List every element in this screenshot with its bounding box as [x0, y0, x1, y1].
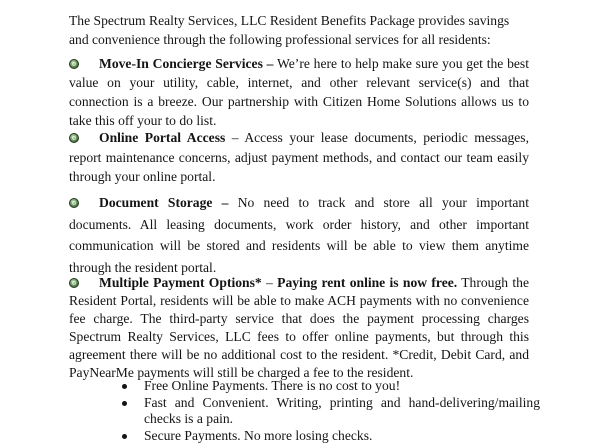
- round-bullet-icon: [122, 384, 127, 389]
- round-bullet-icon: [122, 434, 127, 439]
- service-title: Online Portal Access: [99, 130, 226, 145]
- service-move-in-concierge: [69, 54, 529, 130]
- list-item-text: Free Online Payments. There is no cost to you!: [144, 378, 401, 393]
- list-item: [120, 395, 540, 427]
- service-document-storage: [69, 192, 529, 278]
- service-paragraph: [69, 192, 529, 278]
- service-text: – Access your lease documents, periodic messages, report maintenance concerns, adjust payment methods, and contact our team easily through your online portal.: [69, 130, 530, 184]
- service-text: No need to track and store all your important documents. All leasing documents, work order history, and other important communication will be stored and residents will be able to view them anytime through the resident portal.: [69, 195, 529, 275]
- green-globe-bullet-icon: [69, 198, 79, 208]
- service-highlight: Paying rent online is now free.: [277, 275, 458, 290]
- intro-paragraph: The Spectrum Realty Services, LLC Resident Benefits Package provides savings and convenience through the following professional services for all residents:: [69, 13, 510, 47]
- green-globe-bullet-icon: [69, 133, 79, 143]
- round-bullet-icon: [122, 401, 127, 406]
- service-online-portal: [69, 128, 529, 187]
- service-multiple-payment-options: [69, 274, 529, 382]
- list-item: [120, 378, 540, 394]
- service-paragraph: [69, 54, 529, 130]
- service-paragraph: [69, 274, 529, 382]
- service-text: Through the Resident Portal, residents will be able to make ACH payments with no convenience fee charge. The third-party service that does the payment processing charges Spectrum Realty Services, LLC fees to offer online payments, but through this agreement there will be no additional cost to the resident. *Credit, Debit Card, and PayNearMe payments will still be charged a fee to the resident.: [69, 275, 529, 380]
- green-globe-bullet-icon: [69, 59, 79, 69]
- list-item-text: Secure Payments. No more losing checks.: [144, 428, 373, 443]
- service-title: Document Storage –: [99, 195, 229, 210]
- service-paragraph: [69, 128, 529, 187]
- payment-benefits-list: [120, 378, 540, 444]
- service-title: Move-In Concierge Services –: [99, 56, 274, 71]
- list-item: [120, 428, 540, 444]
- service-text: We’re here to help make sure you get the best value on your utility, cable, internet, and other relevant service(s) and that connection is a breeze. Our partnership with Citizen Home Solutions allows us to take this off your to do list.: [69, 56, 529, 128]
- green-globe-bullet-icon: [69, 278, 79, 288]
- service-dash: –: [261, 275, 278, 290]
- list-item-text: Fast and Convenient. Writing, printing and hand-delivering/mailing checks is a pain.: [144, 395, 540, 426]
- service-title: Multiple Payment Options*: [99, 275, 262, 290]
